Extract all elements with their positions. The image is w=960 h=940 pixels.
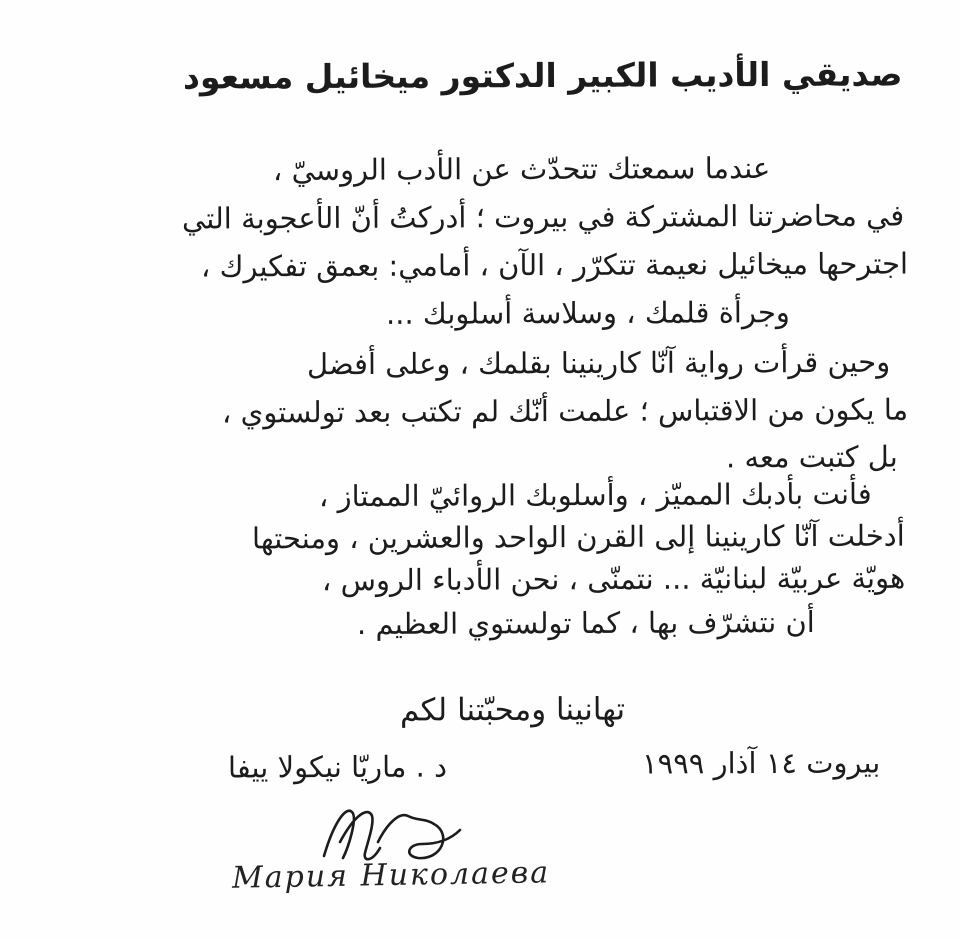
paragraph-1-line-3: اجترحها ميخائيل نعيمة تتكرّر ، الآن ، أمامي: بعمق تفكيرك ، xyxy=(200,246,909,284)
letter-closing: تهانينا ومحبّتنا لكم xyxy=(399,691,626,729)
paragraph-3-line-3: هويّة عربيّة لبنانيّة ... نتمنّى ، نحن الأدباء الروس ، xyxy=(321,560,906,598)
paragraph-1-line-1: عندما سمعتك تتحدّث عن الأدب الروسيّ ، xyxy=(272,150,771,188)
paragraph-2-line-2: ما يكون من الاقتباس ؛ علمت أنّك لم تكتب بعد تولستوي ، xyxy=(221,392,909,430)
paragraph-3-line-4: أن نتشرّف بها ، كما تولستوي العظيم . xyxy=(357,605,816,641)
letter-date: بيروت ١٤ آذار ١٩٩٩ xyxy=(641,745,881,781)
paragraph-3-line-1: فأنت بأدبك المميّز ، وأسلوبك الروائيّ الممتاز ، xyxy=(319,476,873,514)
letter-salutation: صديقي الأديب الكبير الدكتور ميخائيل مسعود xyxy=(182,54,903,97)
signer-name-arabic: د . ماريّا نيكولا ييفا xyxy=(227,749,448,785)
paragraph-2-line-1: وحين قرأت رواية آنّا كارينينا بقلمك ، وعلى أفضل xyxy=(306,344,891,382)
paragraph-2-line-3: بل كتبت معه . xyxy=(726,439,899,475)
paragraph-1-line-2: في محاضرتنا المشتركة في بيروت ؛ أدركتُ أنّ الأعجوبة التي xyxy=(181,198,905,236)
signature-cyrillic-name: Мария Николаева xyxy=(231,855,551,896)
paragraph-3-line-2: أدخلت آنّا كارينينا إلى القرن الواحد والعشرين ، ومنحتها xyxy=(252,518,906,556)
paragraph-1-line-4: وجرأة قلمك ، وسلاسة أسلوبك ... xyxy=(386,295,791,331)
